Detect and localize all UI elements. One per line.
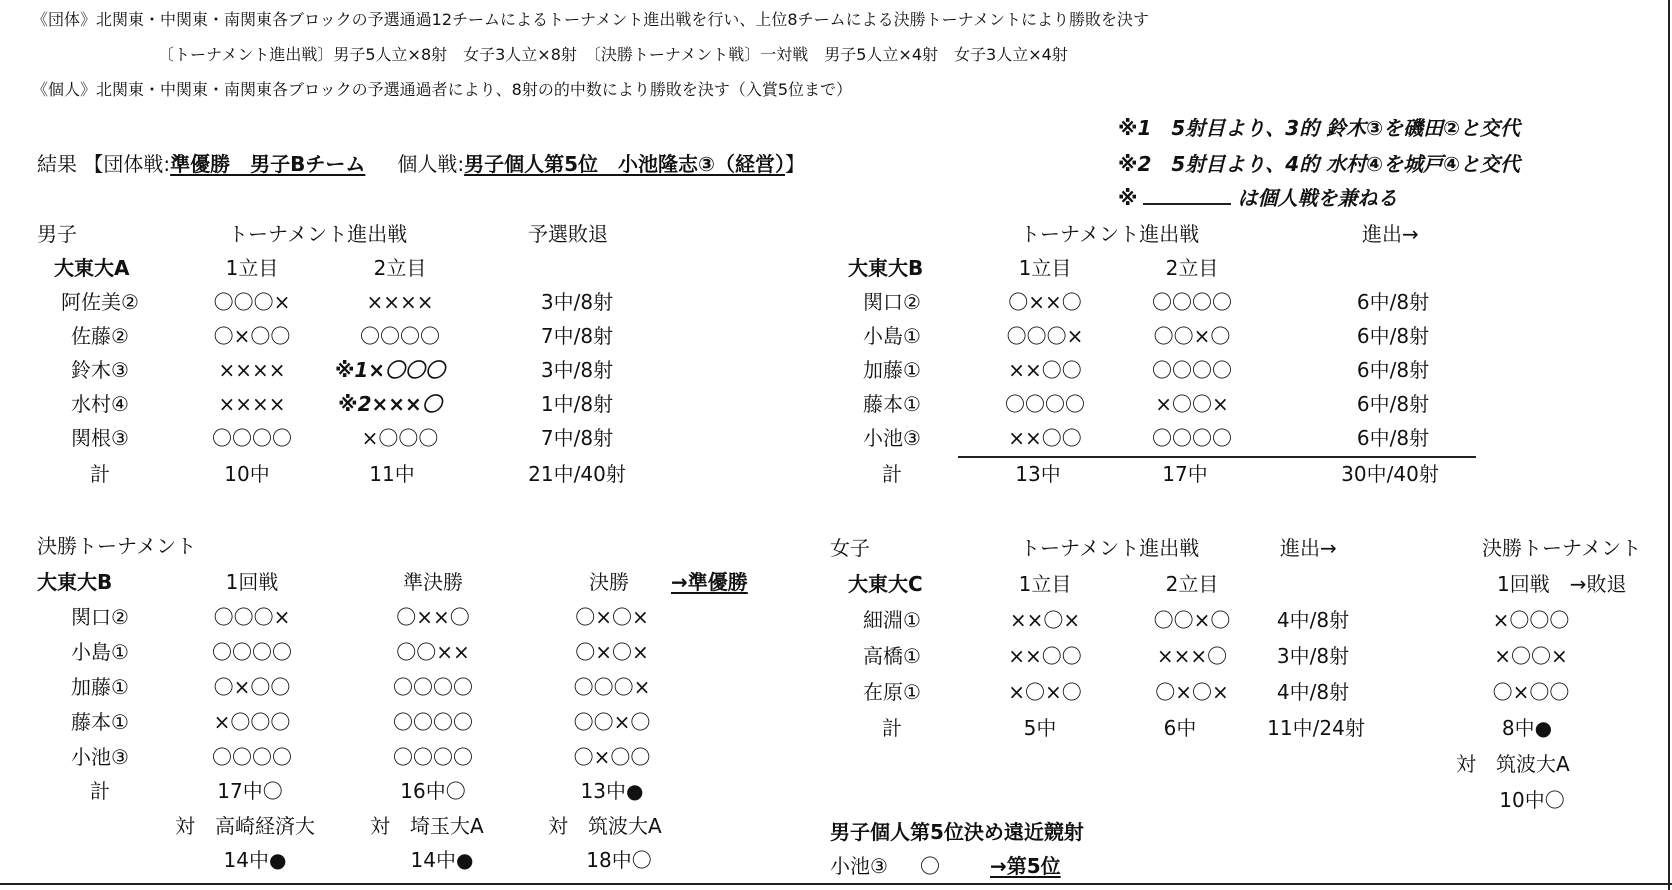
men-a-row-r2: ×××× xyxy=(366,290,434,314)
final-sum-label: 計 xyxy=(90,779,110,803)
women-final-title: 決勝トーナメント xyxy=(1482,536,1642,560)
men-b-sum-rule xyxy=(958,456,1476,458)
final-row-r2: 〇××〇 xyxy=(396,605,470,629)
final-opponent-score-1: 14中● xyxy=(223,848,287,872)
women-sum-total: 11中/24射 xyxy=(1267,716,1365,740)
men-b-title: トーナメント進出戦 xyxy=(1020,222,1200,246)
final-row-r3: 〇〇〇× xyxy=(573,675,651,699)
men-a-row-r1: 〇〇〇× xyxy=(213,290,291,314)
women-row-total: 4中/8射 xyxy=(1276,608,1350,632)
men-a-row-name: 佐藤② xyxy=(71,324,129,348)
men-b-row-total: 6中/8射 xyxy=(1356,290,1430,314)
men-b-row-name: 関口② xyxy=(863,290,921,314)
women-row-name: 細淵① xyxy=(863,608,921,632)
men-section-label: 男子 xyxy=(37,222,77,246)
men-b-row-total: 6中/8射 xyxy=(1356,324,1430,348)
final-result: →準優勝 xyxy=(671,570,748,594)
men-b-row-r1: 〇〇〇× xyxy=(1006,324,1084,348)
final-row-name: 関口② xyxy=(71,605,129,629)
final-team: 大東大B xyxy=(37,570,113,594)
men-b-row-name: 加藤① xyxy=(863,358,921,382)
women-row-r1: ×〇×〇 xyxy=(1008,680,1082,704)
note-2: ※2 5射目より、4的 水村④を城戸④と交代 xyxy=(1118,152,1521,176)
final-row-r1: 〇×〇〇 xyxy=(213,675,291,699)
men-a-col2: 2立目 xyxy=(373,256,427,280)
men-b-row-name: 藤本① xyxy=(863,392,921,416)
final-opponent-score-2: 14中● xyxy=(410,848,474,872)
header-line-1: 《団体》北関東・中関東・南関東各ブロックの予選通過12チームによるトーナメント進出戦を行い、上位8チームによる決勝トーナメントにより勝敗を決す xyxy=(32,10,1149,29)
women-section-label: 女子 xyxy=(830,536,870,560)
men-b-team: 大東大B xyxy=(848,256,924,280)
final-row-name: 加藤① xyxy=(71,675,129,699)
men-b-sum-label: 計 xyxy=(882,462,902,486)
header-line-2: 〔トーナメント進出戦〕男子5人立×8射 女子3人立×8射 〔決勝トーナメント戦〕一対戦 男子5人立×4射 女子3人立×4射 xyxy=(158,45,1068,64)
note-3 xyxy=(1118,188,1397,208)
men-a-row-total: 1中/8射 xyxy=(540,392,614,416)
women-col1: 1立目 xyxy=(1018,572,1072,596)
result-suffix: 】 xyxy=(784,152,805,176)
men-a-col1: 1立目 xyxy=(225,256,279,280)
men-b-row-r1: 〇〇〇〇 xyxy=(1005,392,1085,416)
men-b-sum-r1: 13中 xyxy=(1015,462,1061,486)
final-sum-r1: 17中〇 xyxy=(217,779,283,803)
men-a-sum-total: 21中/40射 xyxy=(528,462,626,486)
men-b-row-r2: ×〇〇× xyxy=(1155,392,1229,416)
men-a-row-r1: 〇×〇〇 xyxy=(213,324,291,348)
playoff-mark: 〇 xyxy=(920,854,940,878)
women-opponent: 対 筑波大A xyxy=(1456,752,1570,776)
result-individual: 男子個人第5位 小池隆志③（経営） xyxy=(464,152,785,176)
final-row-r3: 〇〇×〇 xyxy=(573,710,651,734)
men-a-sum-label: 計 xyxy=(90,462,110,486)
men-a-row-r2: ※1×〇〇〇 xyxy=(334,358,446,382)
final-col2: 準決勝 xyxy=(403,570,463,594)
women-row-final: ×〇〇× xyxy=(1494,644,1568,668)
final-opponent-score-3: 18中〇 xyxy=(586,848,652,872)
final-row-r2: 〇〇〇〇 xyxy=(393,710,473,734)
men-a-row-r1: ×××× xyxy=(218,358,286,382)
playoff-title: 男子個人第5位決め遠近競射 xyxy=(830,820,1084,844)
men-b-col2: 2立目 xyxy=(1165,256,1219,280)
men-a-status: 予選敗退 xyxy=(528,222,608,246)
women-sum-final: 8中● xyxy=(1501,716,1553,740)
playoff-result: →第5位 xyxy=(990,854,1061,878)
men-b-sum-r2: 17中 xyxy=(1162,462,1208,486)
men-a-row-total: 7中/8射 xyxy=(540,426,614,450)
final-row-name: 小島① xyxy=(71,640,129,664)
men-a-title: トーナメント進出戦 xyxy=(228,222,408,246)
men-a-row-r1: 〇〇〇〇 xyxy=(212,426,292,450)
final-row-r2: 〇〇×× xyxy=(396,640,470,664)
men-b-row-r2: 〇〇〇〇 xyxy=(1152,426,1232,450)
men-b-status: 進出→ xyxy=(1362,222,1419,246)
final-row-r3: 〇×〇〇 xyxy=(573,745,651,769)
men-a-row-total: 3中/8射 xyxy=(540,358,614,382)
final-opponent-1: 対 高崎経済大 xyxy=(175,814,315,838)
note-3-text: は個人戦を兼ねる xyxy=(1237,186,1398,210)
final-row-name: 藤本① xyxy=(71,710,129,734)
men-b-row-total: 6中/8射 xyxy=(1356,358,1430,382)
men-a-row-total: 3中/8射 xyxy=(540,290,614,314)
men-b-row-total: 6中/8射 xyxy=(1356,426,1430,450)
women-row-r2: 〇×〇× xyxy=(1155,680,1229,704)
women-sum-label: 計 xyxy=(882,716,902,740)
women-row-r2: ×××〇 xyxy=(1156,644,1228,668)
women-row-r2: 〇〇×〇 xyxy=(1153,608,1231,632)
men-a-row-name: 阿佐美② xyxy=(61,290,139,314)
women-opponent-score: 10中〇 xyxy=(1499,788,1565,812)
result-mid: 個人戦: xyxy=(397,152,465,176)
men-b-row-r1: ××〇〇 xyxy=(1008,358,1082,382)
men-a-team: 大東大A xyxy=(54,256,130,280)
women-team: 大東大C xyxy=(848,572,923,596)
final-row-r2: 〇〇〇〇 xyxy=(393,675,473,699)
final-sum-r3: 13中● xyxy=(580,779,644,803)
women-sum-r1: 5中 xyxy=(1023,716,1057,740)
women-row-name: 高橋① xyxy=(863,644,921,668)
women-final-col: 1回戦 →敗退 xyxy=(1497,572,1627,596)
note-1: ※1 5射目より、3的 鈴木③を磯田②と交代 xyxy=(1118,116,1521,140)
men-a-sum-r1: 10中 xyxy=(224,462,270,486)
men-a-row-name: 関根③ xyxy=(71,426,129,450)
playoff-name: 小池③ xyxy=(830,854,888,878)
header-line-3: 《個人》北関東・中関東・南関東各ブロックの予選通過者により、8射の的中数により勝敗を決す（入賞5位まで） xyxy=(32,80,853,99)
women-row-r1: ××〇〇 xyxy=(1008,644,1082,668)
men-b-row-name: 小島① xyxy=(863,324,921,348)
result-prefix: 結果 【団体戦: xyxy=(37,152,171,176)
final-opponent-2: 対 埼玉大A xyxy=(370,814,484,838)
women-row-r1: ××〇× xyxy=(1009,608,1081,632)
men-b-row-r2: 〇〇〇〇 xyxy=(1152,358,1232,382)
women-title: トーナメント進出戦 xyxy=(1020,536,1200,560)
final-row-r1: 〇〇〇〇 xyxy=(212,745,292,769)
final-row-r1: 〇〇〇〇 xyxy=(212,640,292,664)
women-sum-r2: 6中 xyxy=(1163,716,1197,740)
men-b-sum-total: 30中/40射 xyxy=(1341,462,1439,486)
men-a-row-r2: ※2×××〇 xyxy=(338,392,442,416)
men-b-row-r2: 〇〇×〇 xyxy=(1153,324,1231,348)
women-row-final: 〇×〇〇 xyxy=(1492,680,1570,704)
men-a-sum-r2: 11中 xyxy=(369,462,415,486)
final-col3: 決勝 xyxy=(589,570,629,594)
women-row-name: 在原① xyxy=(863,680,921,704)
final-opponent-3: 対 筑波大A xyxy=(548,814,662,838)
men-b-row-r2: 〇〇〇〇 xyxy=(1152,290,1232,314)
men-b-row-r1: 〇××〇 xyxy=(1008,290,1082,314)
final-row-r2: 〇〇〇〇 xyxy=(393,745,473,769)
men-a-row-total: 7中/8射 xyxy=(540,324,614,348)
men-a-row-r1: ×××× xyxy=(218,392,286,416)
final-section-label: 決勝トーナメント xyxy=(37,534,197,558)
page-border-bottom xyxy=(0,883,1672,885)
women-row-total: 4中/8射 xyxy=(1276,680,1350,704)
men-b-col1: 1立目 xyxy=(1018,256,1072,280)
final-row-name: 小池③ xyxy=(71,745,129,769)
men-a-row-name: 鈴木③ xyxy=(71,358,129,382)
final-row-r1: 〇〇〇× xyxy=(213,605,291,629)
final-col1: 1回戦 xyxy=(225,570,279,594)
result-team: 準優勝 男子Bチーム xyxy=(170,152,366,176)
final-row-r3: 〇×〇× xyxy=(575,605,649,629)
men-a-row-name: 水村④ xyxy=(71,392,129,416)
result-line xyxy=(37,154,805,174)
men-b-row-total: 6中/8射 xyxy=(1356,392,1430,416)
women-status: 進出→ xyxy=(1280,536,1337,560)
men-b-row-r1: ××〇〇 xyxy=(1008,426,1082,450)
men-a-row-r2: ×〇〇〇 xyxy=(361,426,439,450)
final-row-r1: ×〇〇〇 xyxy=(213,710,291,734)
women-row-final: ×〇〇〇 xyxy=(1492,608,1570,632)
men-b-row-name: 小池③ xyxy=(863,426,921,450)
final-row-r3: 〇×〇× xyxy=(575,640,649,664)
men-a-row-r2: 〇〇〇〇 xyxy=(360,324,440,348)
note-3-mark: ※ xyxy=(1118,186,1138,210)
final-sum-r2: 16中〇 xyxy=(400,779,466,803)
women-row-total: 3中/8射 xyxy=(1276,644,1350,668)
page-border-right xyxy=(1668,0,1670,890)
women-col2: 2立目 xyxy=(1165,572,1219,596)
